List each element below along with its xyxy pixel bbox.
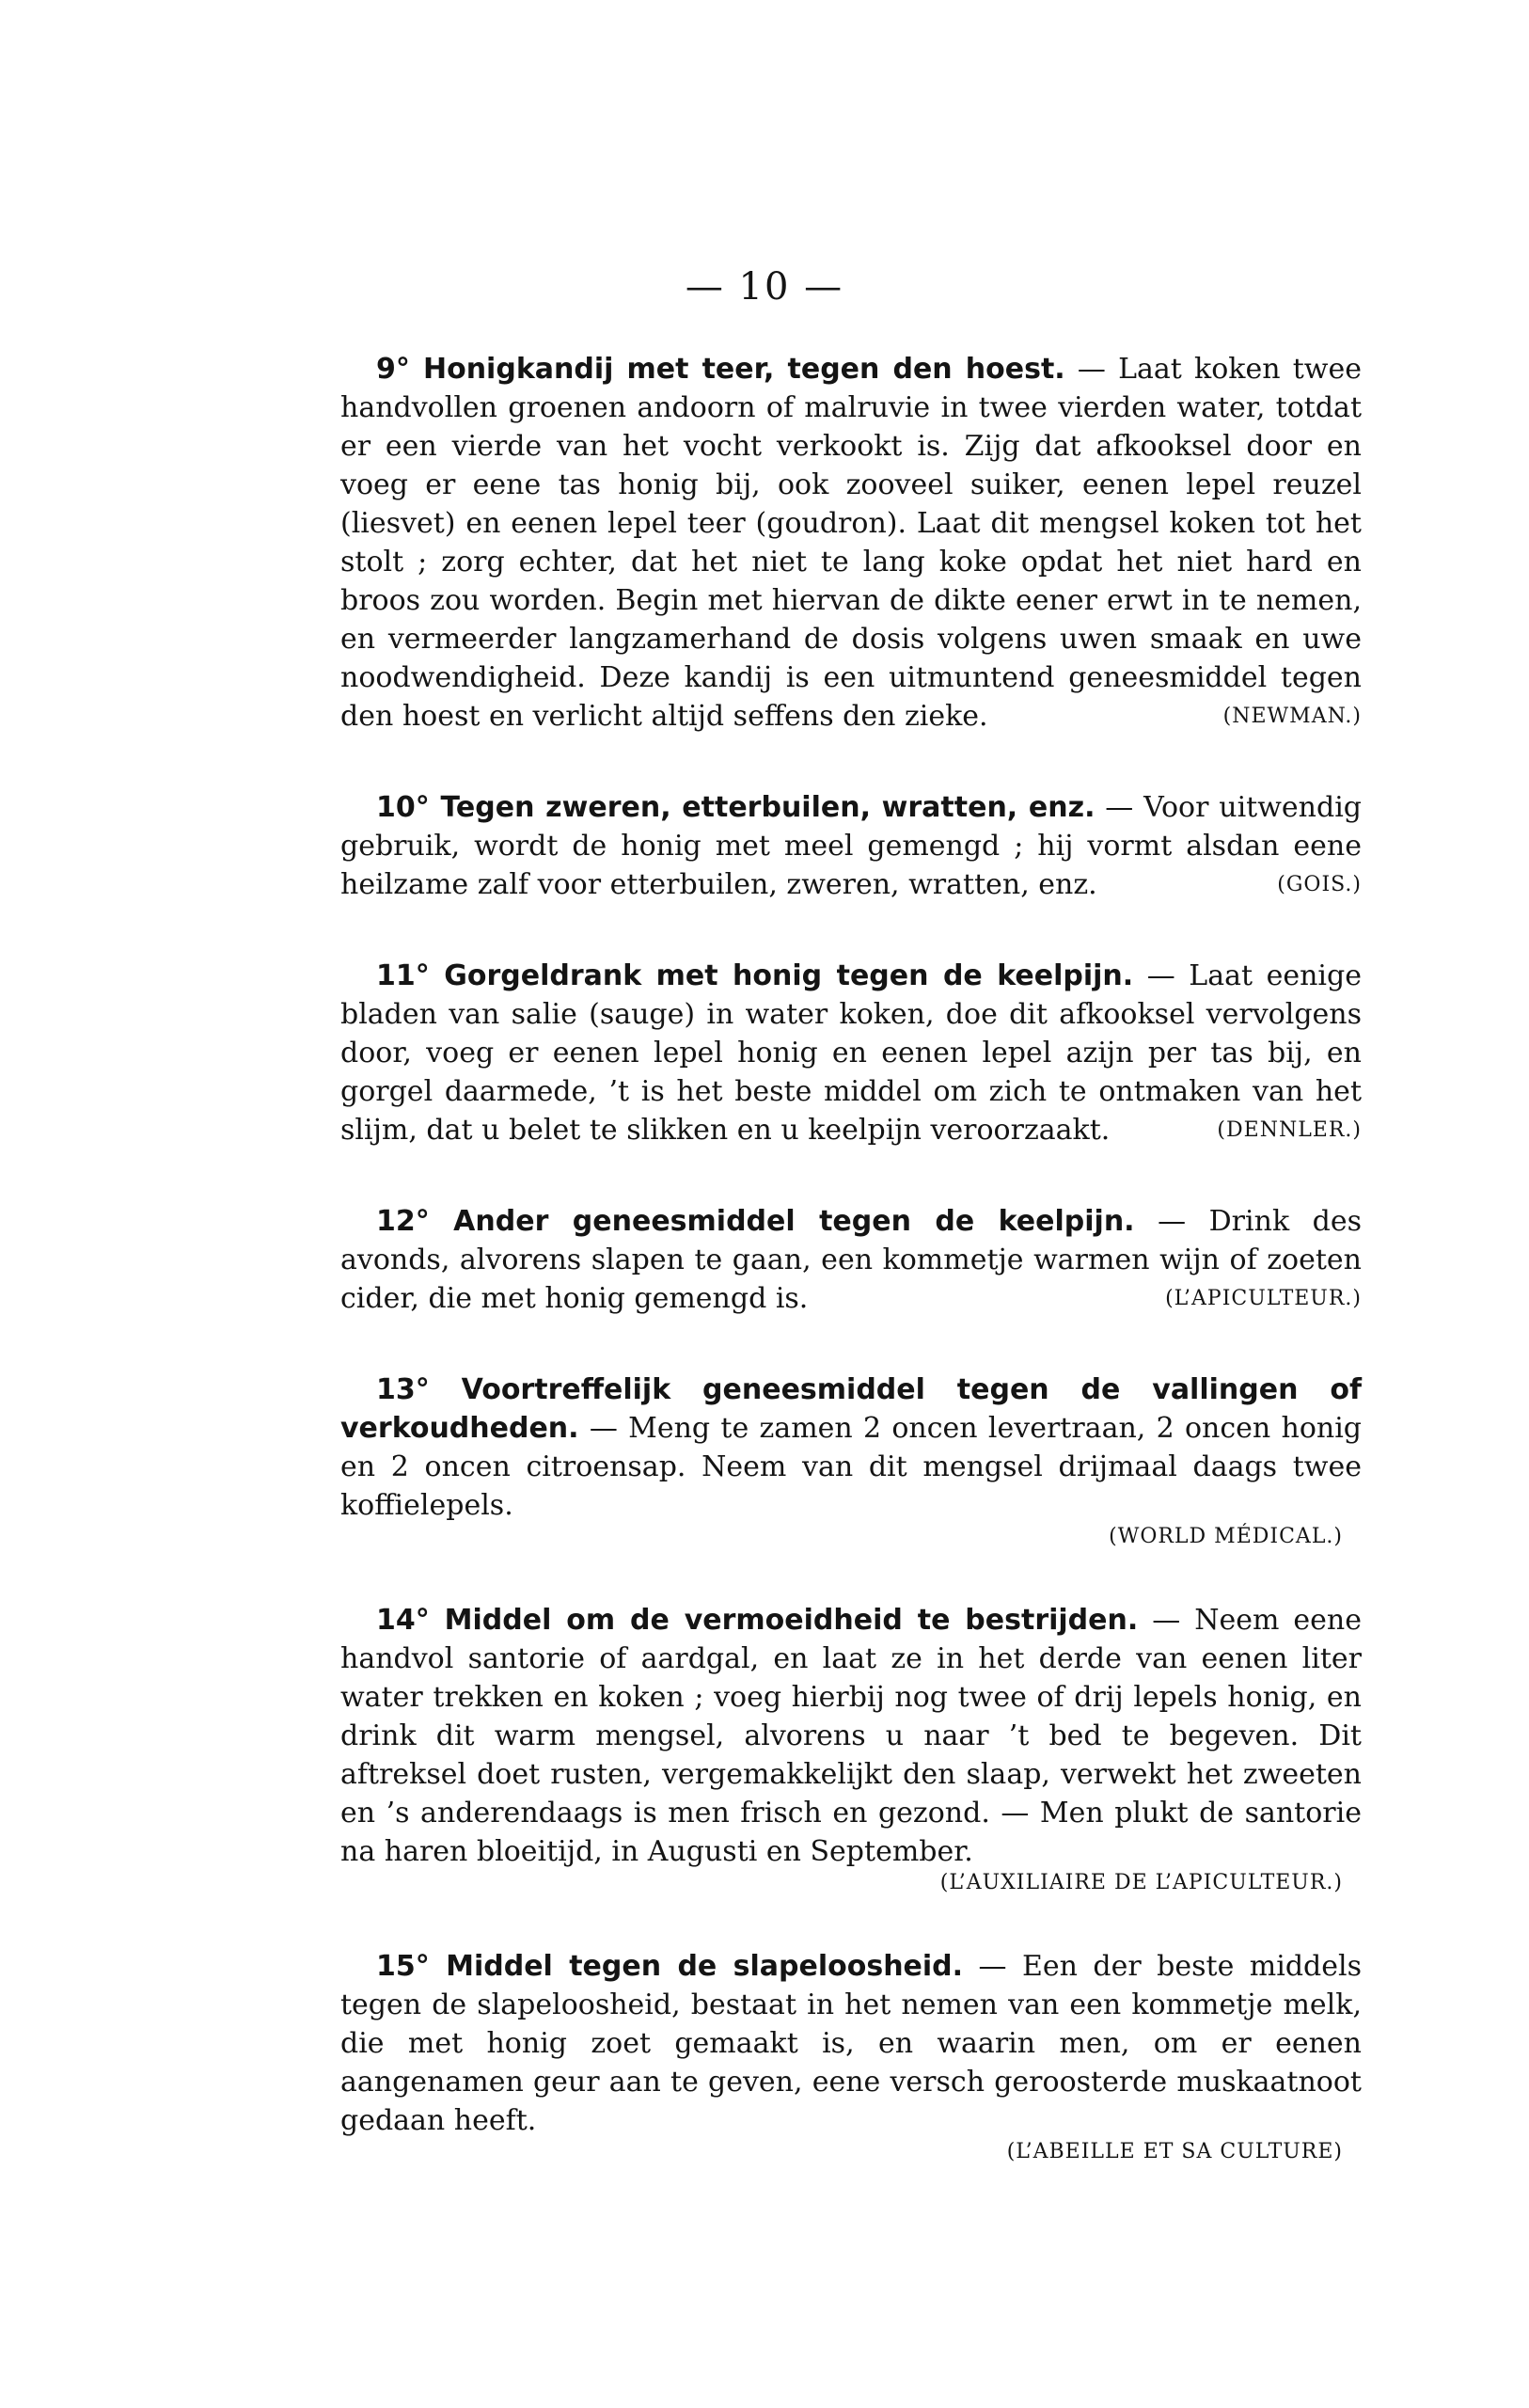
entry-source: (L’APICULTEUR.) — [1165, 1287, 1362, 1310]
entry-heading: 13° Voortreffelijk geneesmiddel tegen de vallingen of verkoudheden. — [340, 1373, 1362, 1445]
entry-14-fatigue-remedy — [340, 1601, 1362, 1894]
entry-source: (L’AUXILIAIRE DE L’APICULTEUR.) — [939, 1871, 1343, 1894]
entry-source: (NEWMAN.) — [1222, 705, 1362, 728]
entry-source: (DENNLER.) — [1217, 1118, 1362, 1142]
entry-heading: 12° Ander geneesmiddel tegen de keelpijn. — [376, 1205, 1135, 1238]
entry-10-boils-warts — [340, 788, 1362, 904]
entry-heading: 11° Gorgeldrank met honig tegen de keelpijn. — [376, 959, 1134, 992]
entry-source: (GOIS.) — [1277, 873, 1362, 896]
entry-body: — Laat koken twee handvollen groenen andoorn of malruvie in twee vierden water, totdat er een vierde van het vocht verkookt is. Zijg dat afkooksel door en voeg er eene tas honig bij, ook zooveel suiker, eenen lepel reuzel (liesvet) en eenen lepel teer (goudron). Laat dit mengsel koken tot het stolt ; zorg echter, dat het niet te lang koke opdat het niet hard en broos zou worden. Begin met hiervan de dikte eener erwt in te nemen, en vermeerder langzamerhand de dosis volgens uwen smaak en uwe noodwendigheid. Deze kandij is een uitmuntend geneesmiddel tegen den hoest en verlicht altijd seffens den zieke. — [340, 353, 1362, 733]
entry-body: — Laat eenige bladen van salie (sauge) in water koken, doe dit afkooksel vervolgens door, voeg er eenen lepel honig en eenen lepel azijn per tas bij, en gorgel daarmede, ’t is het beste middel om zich te ontmaken van het slijm, dat u belet te slikken en u keelpijn veroorzaakt. — [340, 959, 1362, 1147]
entry-12-other-sore-throat-remedy — [340, 1202, 1362, 1318]
entry-source: (WORLD MÉDICAL.) — [1109, 1525, 1343, 1548]
entry-source: (L’ABEILLE ET SA CULTURE) — [1006, 2140, 1343, 2163]
entry-13-colds-remedy — [340, 1370, 1362, 1548]
entry-15-insomnia-remedy — [340, 1947, 1362, 2163]
entry-heading: 9° Honigkandij met teer, tegen den hoest. — [376, 353, 1065, 386]
entry-11-gargle-sore-throat — [340, 957, 1362, 1149]
entry-body: — Drink des avonds, alvorens slapen te gaan, een kommetje warmen wijn of zoeten cider, die met honig gemengd is. — [340, 1205, 1362, 1315]
entry-body: — Meng te zamen 2 oncen levertraan, 2 oncen honig en 2 oncen citroensap. Neem van dit mengsel drijmaal daags twee koffielepels. — [340, 1412, 1362, 1522]
entry-heading: 15° Middel tegen de slapeloosheid. — [376, 1950, 964, 1983]
entry-body: — Neem eene handvol santorie of aardgal, en laat ze in het derde van eenen liter water trekken en koken ; voeg hierbij nog twee of drij lepels honig, en drink dit warm mengsel, alvorens u naar ’t bed te begeven. Dit aftreksel doet rusten, vergemakkelijkt den slaap, verwekt het zweeten en ’s anderendaags is men frisch en gezond. — Men plukt de santorie na haren bloeitijd, in Augusti en September. — [340, 1604, 1362, 1868]
entry-heading: 14° Middel om de vermoeidheid te bestrijden. — [376, 1604, 1139, 1637]
page-number: — 10 — — [685, 265, 844, 309]
entry-9-honey-candy-cough — [340, 350, 1362, 736]
text-column — [340, 350, 1362, 2216]
entry-body: — Voor uitwendig gebruik, wordt de honig met meel gemengd ; hij vormt alsdan eene heilzame zalf voor etterbuilen, zweren, wratten, enz. — [340, 791, 1362, 901]
entry-heading: 10° Tegen zweren, etterbuilen, wratten, enz. — [376, 791, 1096, 824]
entry-body: — Een der beste middels tegen de slapeloosheid, bestaat in het nemen van een kommetje melk, die met honig zoet gemaakt is, en waarin men, om er eenen aangenamen geur aan te geven, eene versch geroosterde muskaatnoot gedaan heeft. — [340, 1950, 1363, 2137]
